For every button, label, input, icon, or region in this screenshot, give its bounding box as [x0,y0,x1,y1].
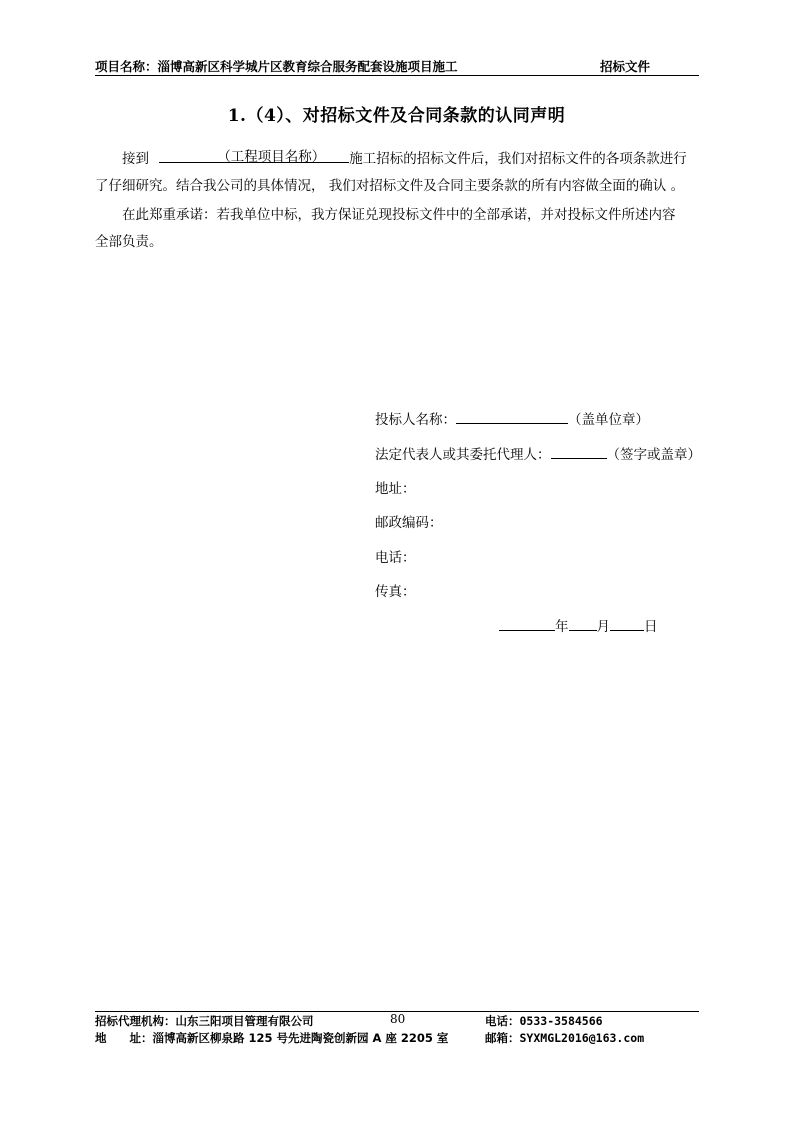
bidder-name-row [375,407,649,428]
footer-agency-label: 招标代理机构： [95,1014,176,1028]
postal-code-label: 邮政编码： [375,515,443,531]
year-label: 年 [555,619,569,635]
page-title: 1.（4）、对招标文件及合同条款的认同声明 [227,106,566,126]
fax-label: 传真： [375,584,416,600]
address-label: 地址： [375,481,416,497]
phone-label: 电话： [375,550,416,566]
month-blank [569,614,597,631]
footer-address-value: 淄博高新区柳泉路 125 号先进陶瓷创新园 A 座 2205 室 [152,1031,449,1045]
header-project [95,57,458,75]
footer-phone-label: 电话： [485,1014,520,1028]
bidder-name-suffix: （盖单位章） [568,412,649,428]
paragraph-2-line-2: 全部负责。 [95,234,163,250]
p1-line1-rest: 施工招标的招标文件后，我们对招标文件的各项条款进行 [349,151,687,167]
year-blank [499,614,555,631]
bidder-name-blank [456,407,568,424]
header-doc-type: 招标文件 [600,59,651,74]
header-divider [95,75,699,76]
footer-address-label: 地 址： [95,1031,153,1045]
page-number: 80 [390,1012,406,1026]
header-project-name: 淄博高新区科学城片区教育综合服务配套设施项目施工 [157,59,458,74]
representative-row [375,442,701,463]
date-row [499,614,658,635]
footer-phone [485,1013,603,1029]
footer-address [95,1030,448,1046]
day-label: 日 [644,619,658,635]
bidder-name-label: 投标人名称： [375,412,456,428]
footer-email-label: 邮箱： [485,1031,520,1045]
representative-suffix: （签字或盖章） [606,447,701,463]
month-label: 月 [596,619,610,635]
day-blank [610,614,644,631]
footer-email [485,1030,644,1046]
header-project-label: 项目名称： [95,59,158,74]
project-name-blank [159,146,349,163]
representative-blank [551,442,607,459]
footer-phone-number: 0533-3584566 [519,1014,603,1028]
footer-agency [95,1013,314,1029]
paragraph-1-line-2: 了仔细研究。结合我公司的具体情况， 我们对招标文件及合同主要条款的所有内容做全面的确认 。 [95,178,685,194]
footer-email-value: SYXMGL2016@163.com [519,1031,645,1045]
paragraph-2-line-1: 在此郑重承诺：若我单位中标，我方保证兑现投标文件中的全部承诺，并对投标文件所述内容 [122,207,676,223]
p1-prefix: 接到 [122,151,149,167]
representative-label: 法定代表人或其委托代理人： [375,447,551,463]
paragraph-1-line-1 [122,146,687,172]
project-name-placeholder: （工程项目名称） [217,149,326,165]
footer-agency-name: 山东三阳项目管理有限公司 [175,1014,314,1028]
